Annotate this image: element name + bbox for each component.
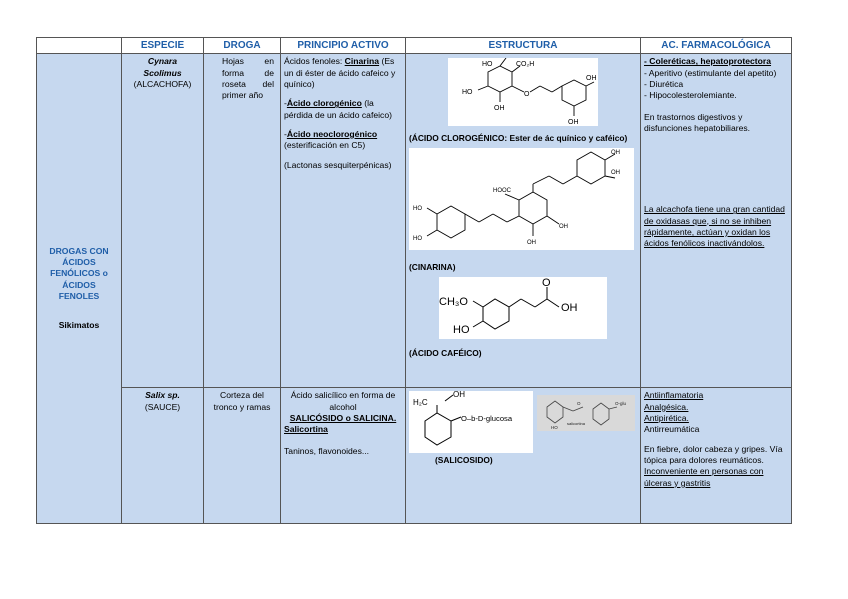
principle-note: (Es un di éster de ácido cafeico y quínico)	[284, 56, 396, 89]
salicortina-drawing	[537, 395, 635, 431]
pharma-line: Analgésica.	[644, 401, 689, 412]
header-blank	[37, 38, 122, 54]
caption-salicosido: (SALICOSIDO)	[435, 455, 493, 466]
pharma-line: Antipirética.	[644, 412, 689, 423]
principle-line: Taninos, flavonoides...	[284, 445, 370, 456]
principle-prefix: Ácidos fenoles:	[284, 56, 345, 67]
caption-cinarina: (CINARINA)	[409, 261, 456, 272]
caffeic-structure	[409, 277, 637, 342]
group-label	[37, 54, 122, 524]
dash: -	[284, 98, 287, 109]
mol-label: OH	[559, 223, 568, 230]
principle-p2	[284, 98, 402, 121]
group-line: FENÓLICOS o	[50, 268, 108, 279]
species-common: (ALCACHOFA)	[133, 78, 192, 89]
row-sauce	[37, 388, 792, 524]
header-estructura: ESTRUCTURA	[406, 38, 641, 54]
group-line: DROGAS CON	[49, 245, 109, 256]
group-sub: Sikimatos	[58, 320, 100, 331]
header-especie: ESPECIE	[122, 38, 204, 54]
principle-line: Ácido salicílico en forma de alcohol	[290, 390, 396, 412]
mol-label: OH	[494, 105, 505, 113]
principle-note: (esterificación en C5)	[284, 140, 366, 151]
salicosido-structures	[409, 391, 637, 453]
species-name-line: Cynara	[147, 56, 178, 67]
chlorogenic-acid-drawing	[448, 58, 598, 126]
mol-label: OH	[568, 119, 579, 127]
salicosido-label: SALICÓSIDO o SALICINA.	[289, 412, 397, 423]
mol-label: CO₂H	[516, 61, 535, 69]
mol-label: HOOC	[493, 187, 511, 194]
principle-p4: (Lactonas sesquiterpénicas)	[284, 159, 392, 170]
caption-caffeic: (ÁCIDO CAFÉICO)	[409, 348, 482, 359]
pharma-line: - Diurética	[644, 78, 684, 89]
structure-cell	[406, 54, 641, 388]
structure-cell	[406, 388, 641, 524]
drug-cell: Hojas en forma de roseta del primer año	[204, 54, 281, 388]
drug-cell: Corteza del tronco y ramas	[204, 388, 281, 524]
mol-label: OH	[453, 391, 465, 400]
mol-label: HO	[413, 235, 422, 242]
mol-label: H₂C	[413, 398, 428, 408]
mol-label: HO	[453, 323, 470, 336]
group-line: ÁCIDOS	[62, 279, 96, 290]
mol-label: O	[577, 401, 581, 407]
pharma-note: La alcachofa tiene una gran cantidad de oxidasas que, si no se inhiben rápidamente, actúan y oxidan los ácidos fenólicos inactivándolos.	[644, 204, 785, 249]
mol-label: O–b-D-glucosa	[461, 414, 513, 424]
salicosido-drawing	[409, 391, 533, 453]
mol-label: O	[542, 276, 551, 289]
mol-label: OH	[611, 169, 620, 176]
mol-label: OH	[586, 75, 597, 83]
species-common: (SAUCE)	[144, 401, 181, 412]
pharma-note: Inconveniente en personas con úlceras y gastritis	[644, 466, 764, 488]
neoclorogenico-label: Ácido neoclorogénico	[286, 128, 378, 139]
mol-label: O	[524, 91, 530, 99]
pharma-cell	[641, 388, 792, 524]
row-alcachofa	[37, 54, 792, 388]
principle-cell	[281, 54, 406, 388]
chlorogenic-structure	[409, 58, 637, 129]
mol-label: OH	[527, 239, 536, 246]
species-name-line: Salix sp.	[145, 390, 180, 401]
mol-label: salicortina	[567, 421, 586, 427]
principle-p3	[284, 129, 402, 152]
mol-label: OH	[611, 149, 620, 156]
pharma-line: En trastornos digestivos y disfunciones hepatobiliares.	[644, 111, 751, 133]
header-row	[37, 38, 792, 54]
pharma-line: - Coleréticas, hepatoprotectora	[644, 56, 772, 67]
mol-label: O-glu	[615, 401, 627, 407]
pharma-cell	[641, 54, 792, 388]
mol-label: HO	[413, 205, 422, 212]
pharma-line: - Hipocolesterolemiante.	[644, 90, 737, 101]
species-cell	[122, 54, 204, 388]
mol-label: HO	[462, 89, 473, 97]
principle-cell	[281, 388, 406, 524]
mol-label: OH	[561, 301, 578, 314]
group-line: ÁCIDOS	[62, 257, 96, 267]
caption-chlorogenic: (ÁCIDO CLOROGÉNICO: Ester de ác quínico y caféico)	[409, 132, 628, 143]
drugs-table	[36, 37, 792, 524]
pharma-line: Antirreumática	[644, 424, 700, 435]
pharma-line: - Aperitivo (estimulante del apetito)	[644, 67, 777, 78]
species-cell	[122, 388, 204, 524]
principle-note: (la pérdida de un ácido cafeico)	[284, 98, 392, 120]
clorogenico-label: Ácido clorogénico	[286, 98, 362, 109]
pharma-line: En fiebre, dolor cabeza y gripes. Vía tópica para dolores reumáticos.	[644, 443, 783, 465]
cinarina-label: Cinarina	[344, 56, 380, 67]
salicortina-label: Salicortina	[284, 424, 328, 435]
caffeic-acid-drawing	[439, 277, 607, 339]
group-line: FENOLES	[58, 291, 100, 302]
header-droga: DROGA	[204, 38, 281, 54]
pharma-line: Antiinflamatoria	[644, 390, 704, 401]
mol-label: CH₃O	[439, 295, 468, 308]
mol-label: HO	[551, 425, 558, 431]
species-name-line: Scolimus	[143, 67, 182, 78]
cinarina-drawing	[409, 148, 634, 250]
dash: -	[284, 128, 287, 139]
header-ac-farmacologica: AC. FARMACOLÓGICA	[641, 38, 792, 54]
mol-label: HO	[482, 61, 493, 69]
principle-p1	[284, 56, 402, 90]
header-principio-activo: PRINCIPIO ACTIVO	[281, 38, 406, 54]
